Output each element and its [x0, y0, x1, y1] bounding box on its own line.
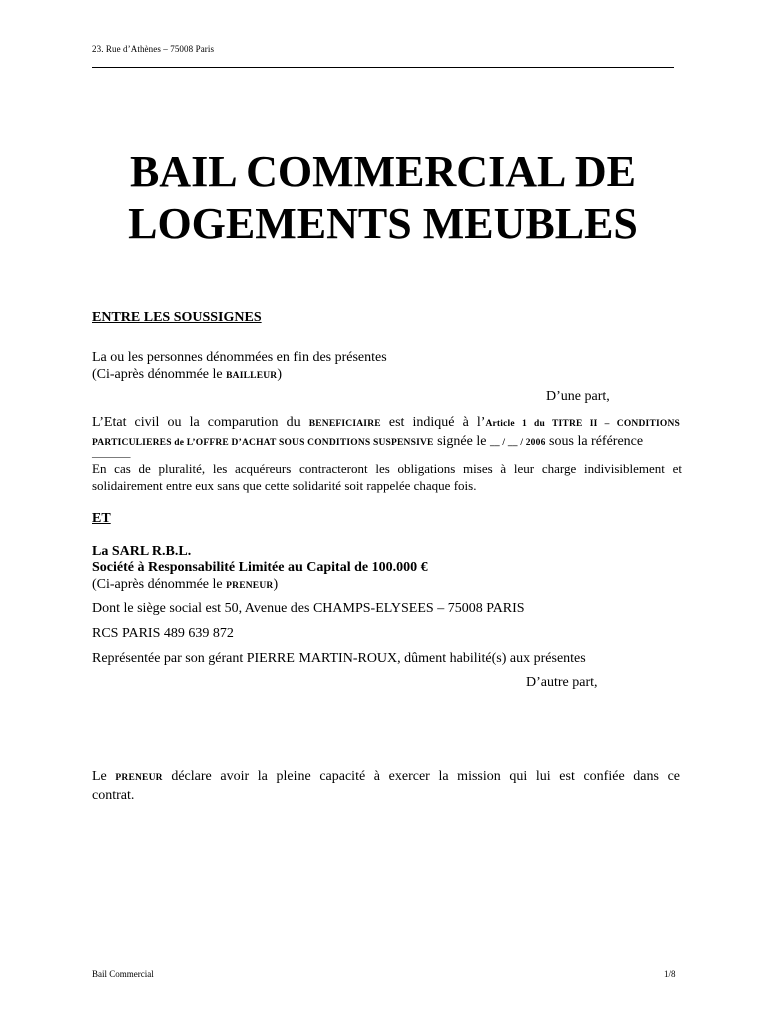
- heading-entre-les-soussignes: ENTRE LES SOUSSIGNES: [92, 310, 262, 325]
- etat-civil-beneficiaire: BENEFICIAIRE: [308, 419, 381, 429]
- bailleur-role-prefix: (Ci-après dénommée le: [92, 367, 227, 382]
- etat-civil-text-6: signée le: [433, 434, 490, 449]
- preneur-siege: Dont le siège social est 50, Avenue des CHAMPS-ELYSEES – 75008 PARIS: [92, 601, 525, 616]
- declaration-line-2: contrat.: [92, 788, 135, 803]
- preneur-part: D’autre part,: [526, 675, 598, 690]
- etat-civil-paragraph: [92, 414, 680, 463]
- footer-title: Bail Commercial: [92, 969, 154, 979]
- etat-civil-reference: ———–: [92, 451, 131, 463]
- etat-civil-date: __ / __ / 2006: [489, 438, 546, 448]
- bailleur-role: BAILLEUR: [226, 371, 278, 381]
- preneur-rcs: RCS PARIS 489 639 872: [92, 626, 234, 641]
- page-number: 1/8: [664, 969, 676, 979]
- bailleur-line-2: [92, 366, 282, 385]
- preneur-representee: Représentée par son gérant PIERRE MARTIN-ROUX, dûment habilité(s) aux présentes: [92, 651, 586, 666]
- header-divider: [92, 67, 674, 68]
- bailleur-line-1: La ou les personnes dénommées en fin des présentes: [92, 350, 387, 365]
- declaration-le: Le: [92, 769, 116, 784]
- pluralite-line-1: En cas de pluralité, les acquéreurs contracteront les obligations mises à leur charge indivisiblement et: [92, 461, 682, 476]
- pluralite-line-2: solidairement entre eux sans que cette solidarité soit rappelée chaque fois.: [92, 478, 477, 493]
- declaration-paragraph: [92, 768, 680, 804]
- etat-civil-line-2: [92, 433, 680, 452]
- heading-et: ET: [92, 511, 111, 526]
- pluralite-paragraph: [92, 460, 682, 494]
- etat-civil-text-8: sous la référence: [545, 434, 644, 449]
- declaration-text-1: déclare avoir la pleine capacité à exercer la mission qui lui est confiée dans ce: [162, 769, 680, 784]
- etat-civil-text-1: L’Etat civil ou la comparution du: [92, 415, 309, 430]
- bailleur-role-suffix: ): [277, 367, 283, 382]
- declaration-role: PRENEUR: [115, 773, 163, 783]
- title-line-2: LOGEMENTS MEUBLES: [128, 199, 638, 248]
- preneur-name: La SARL R.B.L.: [92, 544, 192, 559]
- bailleur-part: D’une part,: [546, 389, 610, 404]
- etat-civil-line-1: [92, 414, 680, 433]
- preneur-company: Société à Responsabilité Limitée au Capital de 100.000 €: [92, 560, 428, 575]
- etat-civil-article: Article 1 du TITRE II – CONDITIONS: [485, 419, 681, 429]
- document-title: [92, 146, 674, 250]
- header-address: 23. Rue d’Athènes – 75008 Paris: [92, 44, 215, 54]
- etat-civil-text-3: est indiqué à l’: [380, 415, 486, 430]
- preneur-role: PRENEUR: [226, 581, 274, 591]
- etat-civil-offre: PARTICULIERES de L’OFFRE D’ACHAT SOUS CONDITIONS SUSPENSIVE: [92, 438, 434, 448]
- title-line-1: BAIL COMMERCIAL DE: [129, 147, 637, 196]
- preneur-role-line: [92, 576, 278, 595]
- preneur-role-prefix: (Ci-après dénommée le: [92, 577, 227, 592]
- declaration-line-1: [92, 768, 680, 787]
- preneur-role-suffix: ): [273, 577, 279, 592]
